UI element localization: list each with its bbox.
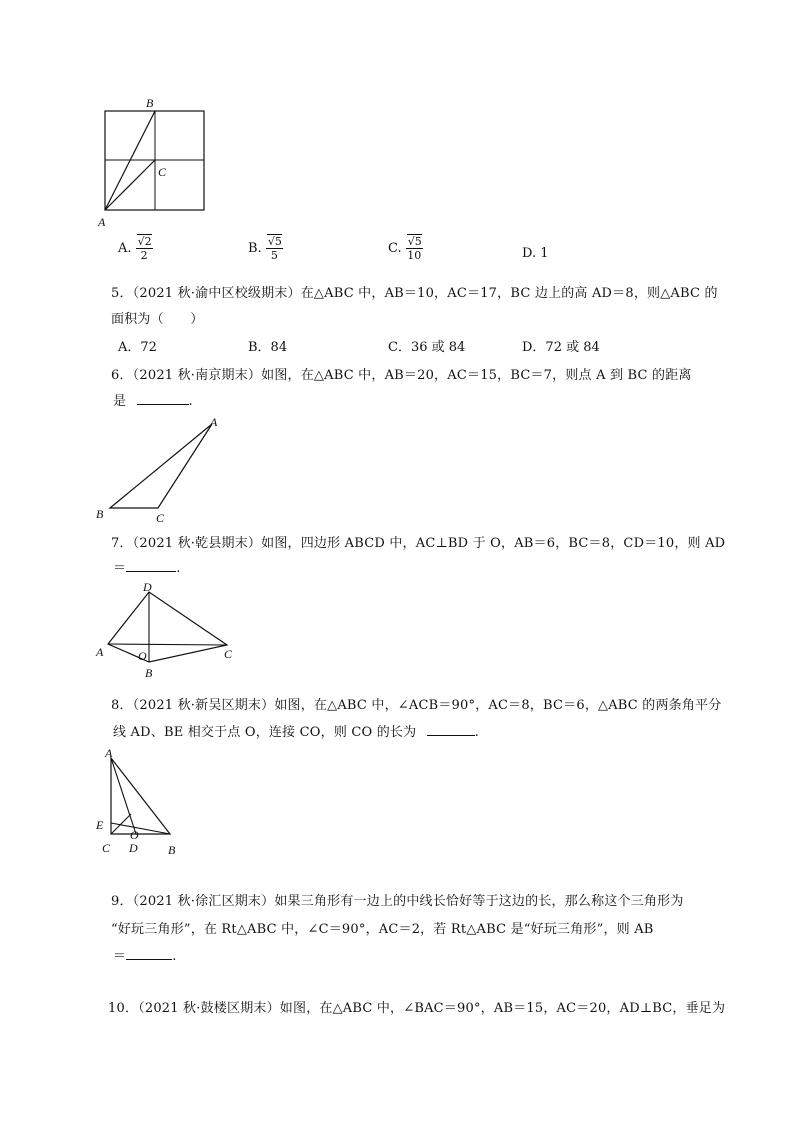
q8-triangle-figure <box>92 744 192 856</box>
q7-stem-line1: 7．（2021 秋·乾县期末）如图，四边形 ABCD 中，AC⊥BD 于 O，AB＝6，BC＝8，CD＝10，则 AD <box>111 536 726 551</box>
q4-option-b-fraction: $\frac{√5}{5}$ <box>267 235 282 262</box>
q5-stem-line1: 5．（2021 秋·渝中区校级期末）在△ABC 中，AB＝10，AC＝17，BC 边上的高 AD＝8，则△ABC 的 <box>111 286 718 301</box>
q4-option-b[interactable]: B. $\frac{√5}{5}$ <box>248 235 282 262</box>
q7-label-A: A <box>96 645 104 659</box>
q6-stem-line2: 是 . <box>113 394 193 409</box>
q8-label-O: O <box>130 828 139 842</box>
q7-label-D: D <box>143 580 152 594</box>
q8-label-A: A <box>105 746 113 760</box>
q4-option-a[interactable]: A. $\frac{√2}{2}$ <box>118 235 152 262</box>
q6-label-A: A <box>210 415 218 429</box>
q7-label-B: B <box>145 666 153 680</box>
q8-bisector-AD <box>111 758 136 834</box>
q9-stem-line1: 9．（2021 秋·徐汇区期末）如果三角形有一边上的中线长恰好等于这边的长，那么称这个三角形为 <box>111 894 684 909</box>
q5-option-c[interactable]: C．36 或 84 <box>388 340 466 355</box>
q4-label-B: B <box>146 96 154 110</box>
q4-option-a-fraction: $\frac{√2}{2}$ <box>137 235 152 262</box>
q4-option-d[interactable]: D. 1 <box>522 246 549 261</box>
q4-option-c[interactable]: C. $\frac{√5}{10}$ <box>388 235 422 262</box>
q7-diagonal-AC <box>108 644 227 645</box>
q7-label-C: C <box>224 647 233 661</box>
q4-label-C: C <box>158 165 167 179</box>
q9-stem-line3: ＝ . <box>113 949 177 964</box>
q9-answer-blank[interactable] <box>126 947 172 960</box>
q8-label-D: D <box>129 841 138 855</box>
q5-option-d[interactable]: D．72 或 84 <box>522 340 600 355</box>
q6-label-B: B <box>96 507 104 521</box>
q5-option-a[interactable]: A．72 <box>118 340 157 355</box>
q8-stem-line2: 线 AD、BE 相交于点 O，连接 CO，则 CO 的长为 . <box>113 725 480 740</box>
q4-option-c-fraction: $\frac{√5}{10}$ <box>407 235 422 262</box>
q5-stem-line2: 面积为（ ） <box>111 312 204 327</box>
q7-quadrilateral-figure <box>92 580 242 680</box>
q7-stem-line2: ＝ . <box>113 561 181 576</box>
q6-label-C: C <box>156 511 165 525</box>
q7-answer-blank[interactable] <box>126 559 176 572</box>
q9-stem-line2: “好玩三角形”，在 Rt△ABC 中，∠C＝90°，AC＝2，若 Rt△ABC 是“好玩三角形”，则 AB <box>111 922 654 937</box>
q7-quadrilateral <box>108 592 227 662</box>
q5-option-b[interactable]: B．84 <box>248 340 288 355</box>
q4-segment-AC <box>105 160 155 210</box>
q8-stem-line1: 8．（2021 秋·新吴区期末）如图，在△ABC 中，∠ACB＝90°，AC＝8，BC＝6，△ABC 的两条角平分 <box>111 698 722 713</box>
q6-triangle-figure <box>92 412 232 526</box>
q4-grid-figure <box>94 92 214 232</box>
q8-label-B: B <box>168 843 176 856</box>
q6-stem-line1: 6．（2021 秋·南京期末）如图，在△ABC 中，AB＝20，AC＝15，BC＝7，则点 A 到 BC 的距离 <box>111 368 692 383</box>
q8-label-E: E <box>96 818 104 832</box>
q4-label-A: A <box>98 215 106 229</box>
q7-label-O: O <box>138 649 147 663</box>
q6-triangle <box>110 424 212 508</box>
q8-label-C: C <box>102 841 111 855</box>
q8-triangle <box>111 758 170 834</box>
q8-answer-blank[interactable] <box>427 723 475 736</box>
q10-stem-line1: 10．（2021 秋·鼓楼区期末）如图，在△ABC 中，∠BAC＝90°，AB＝15，AC＝20，AD⊥BC，垂足为 <box>108 1001 726 1016</box>
q6-answer-blank[interactable] <box>137 392 189 405</box>
